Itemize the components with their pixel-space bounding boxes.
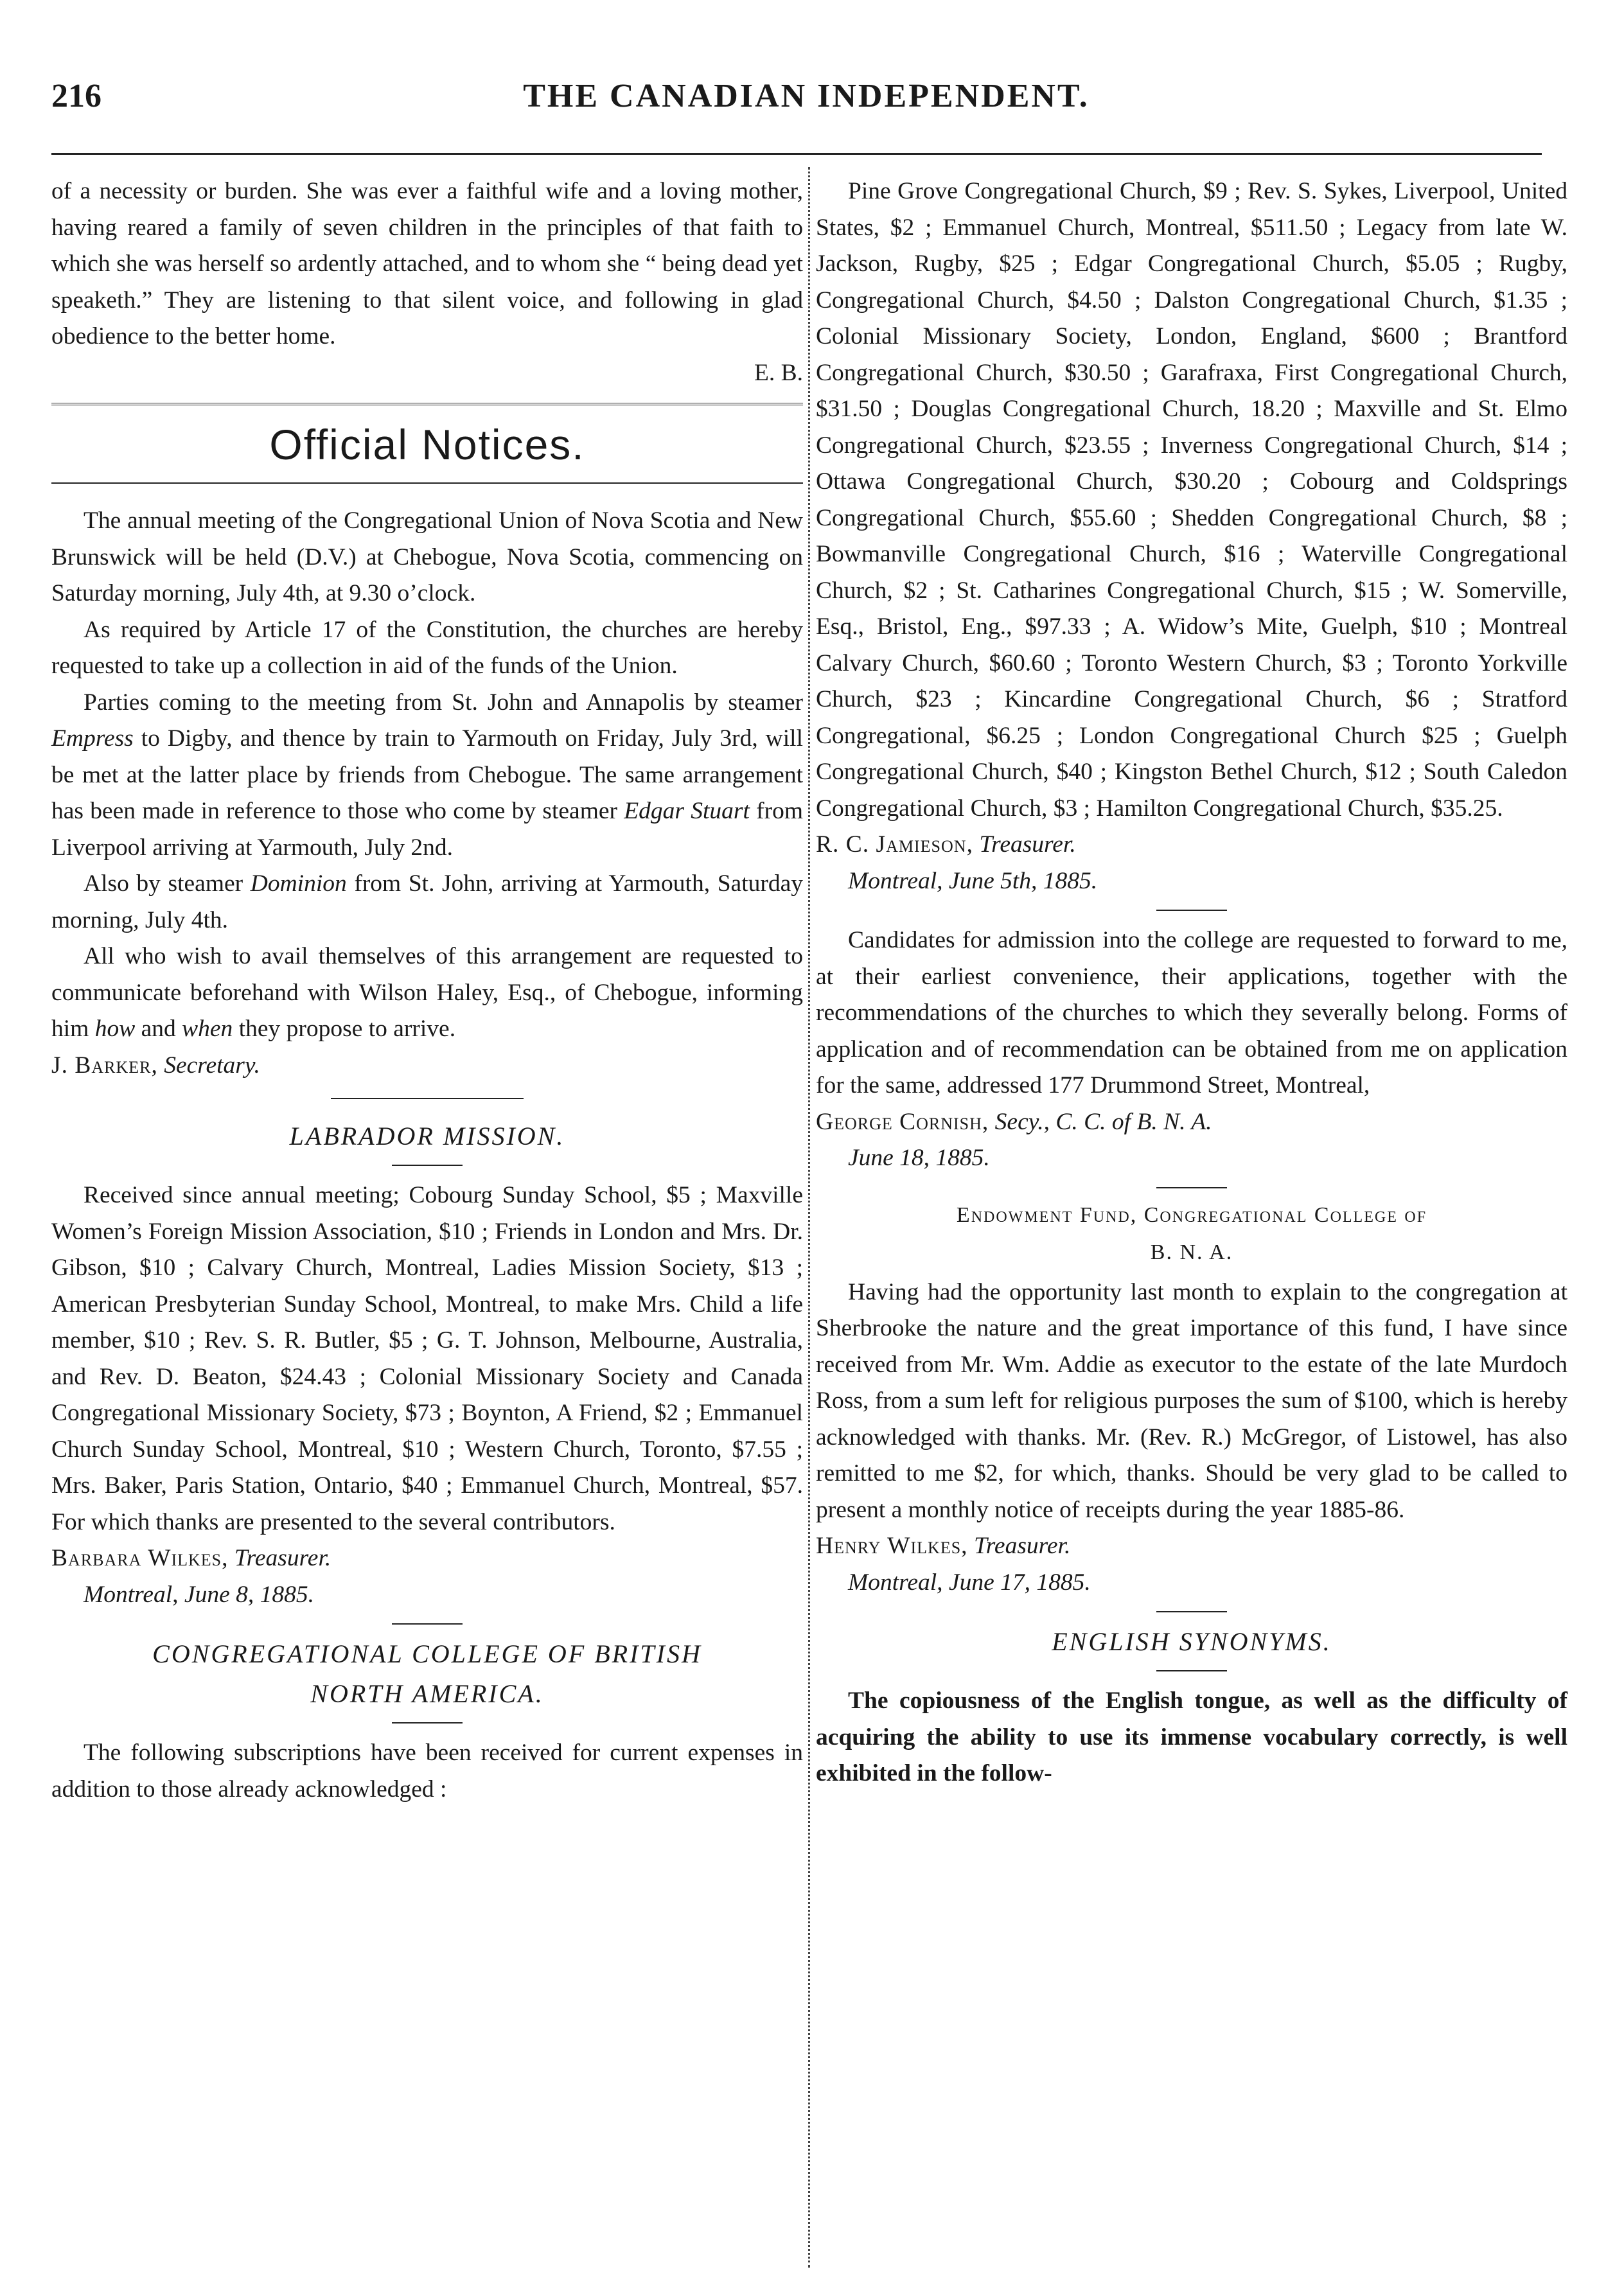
labrador-signature [51,1540,803,1577]
endowment-signature [816,1528,1567,1565]
journal-title: THE CANADIAN INDEPENDENT. [523,78,1090,114]
secretary-signature [51,1048,803,1084]
labrador-date: Montreal, June 8, 1885. [84,1581,314,1608]
heading-rule [1156,1670,1227,1671]
endowment-body: Having had the opportunity last month to explain to the congregation at Sherbrooke the nature and the great importance of this fund, I have since received from Mr. Wm. Addie as executor to the estate of the late Murdoch Ross, from a sum left for religious purposes the sum of $100, which is hereby acknowledged with thanks. Mr. (Rev. R.) McGregor, of Listowel, has also remitted to me $2, for which, thanks. Should be very glad to be called to present a monthly notice of receipts during the year 1885-86. [816,1278,1567,1523]
college-heading-line-1: CONGREGATIONAL COLLEGE OF BRITISH [152,1639,702,1668]
obituary-continuation: of a necessity or burden. She was ever a faithful wife and a loving mother, having reared a family of seven children in the principles of that faith to which she was herself so ardently attached, and to whom she “ being dead yet speaketh.” They are listening to that silent voice, and following in glad obedience to the better home. [51,178,803,349]
dominion-text-a: Also by steamer [84,870,251,897]
cornish-name: George Cornish, [816,1108,989,1135]
endowment-heading-line-1: Endowment Fund, Congregational College of [956,1203,1427,1227]
endowment-heading-line-2: B. N. A. [1150,1240,1233,1264]
column-divider [808,167,810,2268]
header-rule [51,153,1542,155]
secretary-name: J. Barker, [51,1052,158,1079]
jamieson-name: R. C. Jamieson, [816,831,973,858]
dominion-text-b: from St. John, arriving at Yarmouth, Saturday morning, July 4th. [51,870,803,933]
word-when: when [182,1016,233,1042]
section-divider [1156,910,1227,911]
heading-rule [392,1165,463,1166]
obituary-signature: E. B. [754,359,803,386]
ship-name-dominion: Dominion [250,870,347,897]
candidates-date: June 18, 1885. [848,1145,990,1171]
heading-rule [51,482,803,484]
travel-text-a: Parties coming to the meeting from St. John and Annapolis by steamer [84,689,803,716]
page-header [51,77,1561,135]
subscriptions-list: Pine Grove Congregational Church, $9 ; Rev. S. Sykes, Liverpool, United States, $2 ; Emmanuel Church, Montreal, $511.50 ; Legacy from late W. Jackson, Rugby, $25 ; Edgar Congregational Church, $5.05 ; Rugby, Congregational Church, $4.50 ; Dalston Congregational Church, $1.35 ; Colonial Missionary Society, London, England, $600 ; Brantford Congregational Church, $30.50 ; Garafraxa, First Congregational Church, $31.50 ; Douglas Congregational Church, 18.20 ; Maxville and St. Elmo Congregational Church, $23.55 ; Inverness Congregational Church, $14 ; Ottawa Congregational Church, $30.20 ; Cobourg and Coldsprings Congregational Church, $55.60 ; Shedden Congregational Church, $8 ; Bowmanville Congregational Church, $16 ; Waterville Congregational Church, $2 ; St. Catharines Congregational Church, $15 ; W. Somerville, Esq., Bristol, Eng., $97.33 ; A. Widow’s Mite, Guelph, $10 ; Montreal Calvary Church, $60.60 ; Toronto Western Church, $3 ; Toronto Yorkville Church, $23 ; Kincardine Congregational Church, $6 ; Stratford Congregational, $6.25 ; London Congregational Church $25 ; Guelph Congregational Church, $40 ; Kingston Bethel Church, $12 ; South Caledon Congregational Church, $3 ; Hamilton Congregational Church, $35.25. [816,178,1567,822]
subscriptions-date: Montreal, June 5th, 1885. [848,867,1098,894]
section-divider [1156,1187,1227,1188]
wilkes-title: Treasurer. [973,1533,1071,1559]
travel-text-c: from Liverpool arriving at Yarmouth, July 2nd. [51,798,803,861]
ship-name-edgar-stuart: Edgar Stuart [624,798,750,824]
college-heading-line-2: NORTH AMERICA. [310,1679,544,1708]
candidates-notice: Candidates for admission into the college are requested to forward to me, at their earliest convenience, their applications, together with the recommendations of the churches to which they severally belong. Forms of application and of recommendation can be obtained from me on application for the same, addressed 177 Drummond Street, Montreal, [816,927,1567,1098]
travel-paragraph [51,685,803,867]
travel-text-b: to Digby, and thence by train to Yarmouth on Friday, July 3rd, will be met at the latter place by friends from Chebogue. The same arrangement has been made in reference to those who come by steamer [51,725,803,824]
arrangement-paragraph [51,939,803,1048]
right-column [816,173,1567,1792]
arrangement-text-c: they propose to arrive. [233,1016,456,1042]
section-divider [51,403,803,405]
dominion-paragraph [51,866,803,939]
page-number: 216 [51,78,102,114]
union-meeting-paragraph: The annual meeting of the Congregational Union of Nova Scotia and New Brunswick will be held (D.V.) at Chebogue, Nova Scotia, commencing on Saturday morning, July 4th, at 9.30 o’clock. [51,507,803,606]
ship-name-empress: Empress [51,725,134,752]
section-divider [1156,1611,1227,1612]
jamieson-title: Treasurer. [979,831,1076,858]
arrangement-text-b: and [135,1016,182,1042]
official-notices-heading: Official Notices. [269,421,585,468]
labrador-mission-body: Received since annual meeting; Cobourg Sunday School, $5 ; Maxville Women’s Foreign Mission Association, $10 ; Friends in London and Mrs. Dr. Gibson, $10 ; Calvary Church, Montreal, Ladies Mission Society, $13 ; American Presbyterian Sunday School, Montreal, to make Mrs. Child a life member, $10 ; Rev. S. R. Butler, $5 ; G. T. Johnson, Melbourne, Australia, and Rev. D. Beaton, $24.43 ; Colonial Missionary Society and Canada Congregational Missionary Society, $73 ; Boynton, A Friend, $2 ; Emmanuel Church Sunday School, Montreal, $10 ; Western Church, Toronto, $7.55 ; Mrs. Baker, Paris Station, Ontario, $40 ; Emmanuel Church, Montreal, $57. For which thanks are presented to the several contributors. [51,1182,803,1535]
candidates-signature [816,1104,1567,1141]
english-synonyms-heading: ENGLISH SYNONYMS. [1052,1627,1332,1656]
labrador-treasurer-title: Treasurer. [234,1545,331,1571]
section-divider [331,1098,524,1099]
cornish-title: Secy., C. C. of B. N. A. [994,1108,1212,1135]
section-divider [392,1623,463,1625]
secretary-title: Secretary. [164,1052,260,1079]
english-synonyms-body: The copiousness of the English tongue, as well as the difficulty of acquiring the ability to use its immense vocabulary correctly, is well exhibited in the follow- [816,1688,1567,1786]
college-body: The following subscriptions have been received for current expenses in addition to those already acknowledged : [51,1740,803,1803]
endowment-date: Montreal, June 17, 1885. [848,1569,1091,1596]
word-how: how [94,1016,136,1042]
wilkes-name: Henry Wilkes, [816,1533,968,1559]
arrangement-text-a: All who wish to avail themselves of this arrangement are requested to communicate beforehand with Wilson Haley, Esq., of Chebogue, informing him [51,943,803,1042]
labrador-treasurer-name: Barbara Wilkes, [51,1545,229,1571]
left-column [51,173,803,1808]
labrador-mission-heading: LABRADOR MISSION. [289,1122,565,1150]
heading-rule [392,1722,463,1723]
subscriptions-signature [816,827,1567,863]
collection-paragraph: As required by Article 17 of the Constitution, the churches are hereby requested to take up a collection in aid of the funds of the Union. [51,616,803,679]
